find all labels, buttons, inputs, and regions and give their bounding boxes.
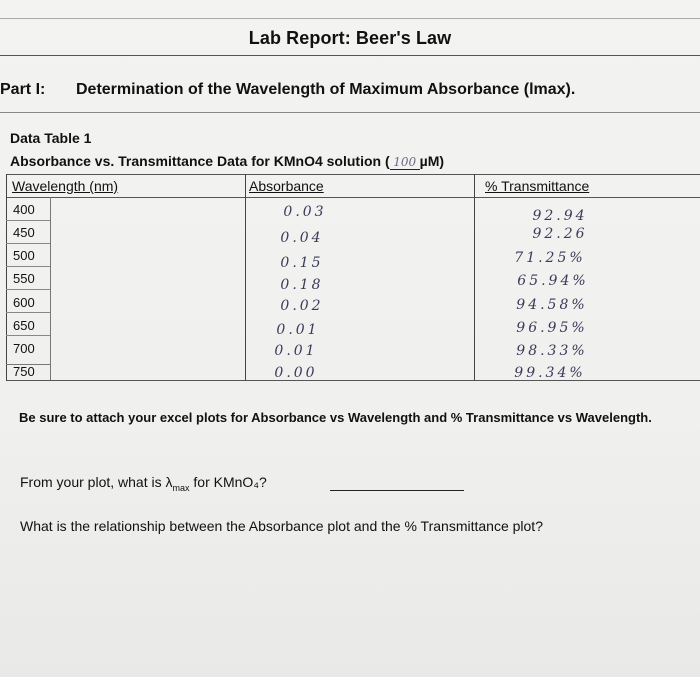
absorbance-cell[interactable]: 0.03 <box>283 204 327 220</box>
table-header-border <box>6 197 700 198</box>
concentration-field[interactable]: 100 <box>390 155 420 170</box>
row-rule <box>6 266 50 267</box>
transmittance-cell[interactable]: 65.94% <box>517 273 589 289</box>
wavelength-cell: 700 <box>13 341 35 356</box>
lambda-max-answer-line[interactable] <box>330 490 464 491</box>
table-first-col-inner <box>50 197 51 380</box>
wavelength-cell: 750 <box>13 364 35 379</box>
transmittance-cell[interactable]: 92.94 <box>532 208 588 224</box>
question-lambda-suffix: for KMnO₄? <box>189 474 267 490</box>
column-header-absorbance: Absorbance <box>249 178 324 194</box>
page-title: Lab Report: Beer's Law <box>248 28 452 48</box>
absorbance-cell[interactable]: 0.00 <box>274 365 318 381</box>
row-rule <box>6 335 50 336</box>
wavelength-cell: 650 <box>13 318 35 333</box>
absorbance-cell[interactable]: 0.04 <box>280 230 324 246</box>
wavelength-cell: 550 <box>13 271 35 286</box>
wavelength-cell: 450 <box>13 225 35 240</box>
row-rule <box>6 243 50 244</box>
row-rule <box>6 220 50 221</box>
absorbance-cell[interactable]: 0.02 <box>280 298 324 314</box>
instructions-note: Be sure to attach your excel plots for Absorbance vs Wavelength and % Transmittance vs Wavelength. <box>19 410 652 425</box>
part-rule <box>0 112 700 113</box>
wavelength-cell: 600 <box>13 295 35 310</box>
top-rule <box>0 18 700 19</box>
table-caption: Data Table 1 <box>10 130 92 146</box>
column-header-wavelength: Wavelength (nm) <box>12 178 119 194</box>
wavelength-cell: 400 <box>13 202 35 217</box>
table-heading-prefix: Absorbance vs. Transmittance Data for KMnO4 solution ( <box>10 153 390 169</box>
table-col-divider-1 <box>245 174 246 381</box>
transmittance-cell[interactable]: 71.25% <box>514 250 586 266</box>
absorbance-cell[interactable]: 0.01 <box>274 343 318 359</box>
absorbance-cell[interactable]: 0.01 <box>276 322 320 338</box>
table-heading <box>10 153 444 170</box>
transmittance-cell[interactable]: 96.95% <box>516 320 588 336</box>
table-top-border <box>6 174 700 175</box>
part-title: Determination of the Wavelength of Maximum Absorbance (lmax). <box>76 81 576 98</box>
question-lambda-max <box>20 474 267 493</box>
question-lambda-prefix: From your plot, what is λ <box>20 474 173 490</box>
question-lambda-sub: max <box>172 482 190 493</box>
row-rule <box>6 312 50 313</box>
wavelength-cell: 500 <box>13 248 35 263</box>
transmittance-cell[interactable]: 98.33% <box>516 343 588 359</box>
row-rule <box>6 289 50 290</box>
table-left-border <box>6 174 7 381</box>
title-rule <box>0 55 700 56</box>
absorbance-cell[interactable]: 0.15 <box>280 255 324 271</box>
absorbance-cell[interactable]: 0.18 <box>280 277 324 293</box>
transmittance-cell[interactable]: 94.58% <box>516 297 588 313</box>
table-heading-suffix: µM) <box>419 153 445 169</box>
column-header-transmittance: % Transmittance <box>485 178 590 194</box>
transmittance-cell[interactable]: 99.34% <box>514 365 586 381</box>
transmittance-cell[interactable]: 92.26 <box>532 226 588 242</box>
part-label: Part I: <box>0 81 46 98</box>
question-relationship: What is the relationship between the Absorbance plot and the % Transmittance plot? <box>20 518 543 534</box>
